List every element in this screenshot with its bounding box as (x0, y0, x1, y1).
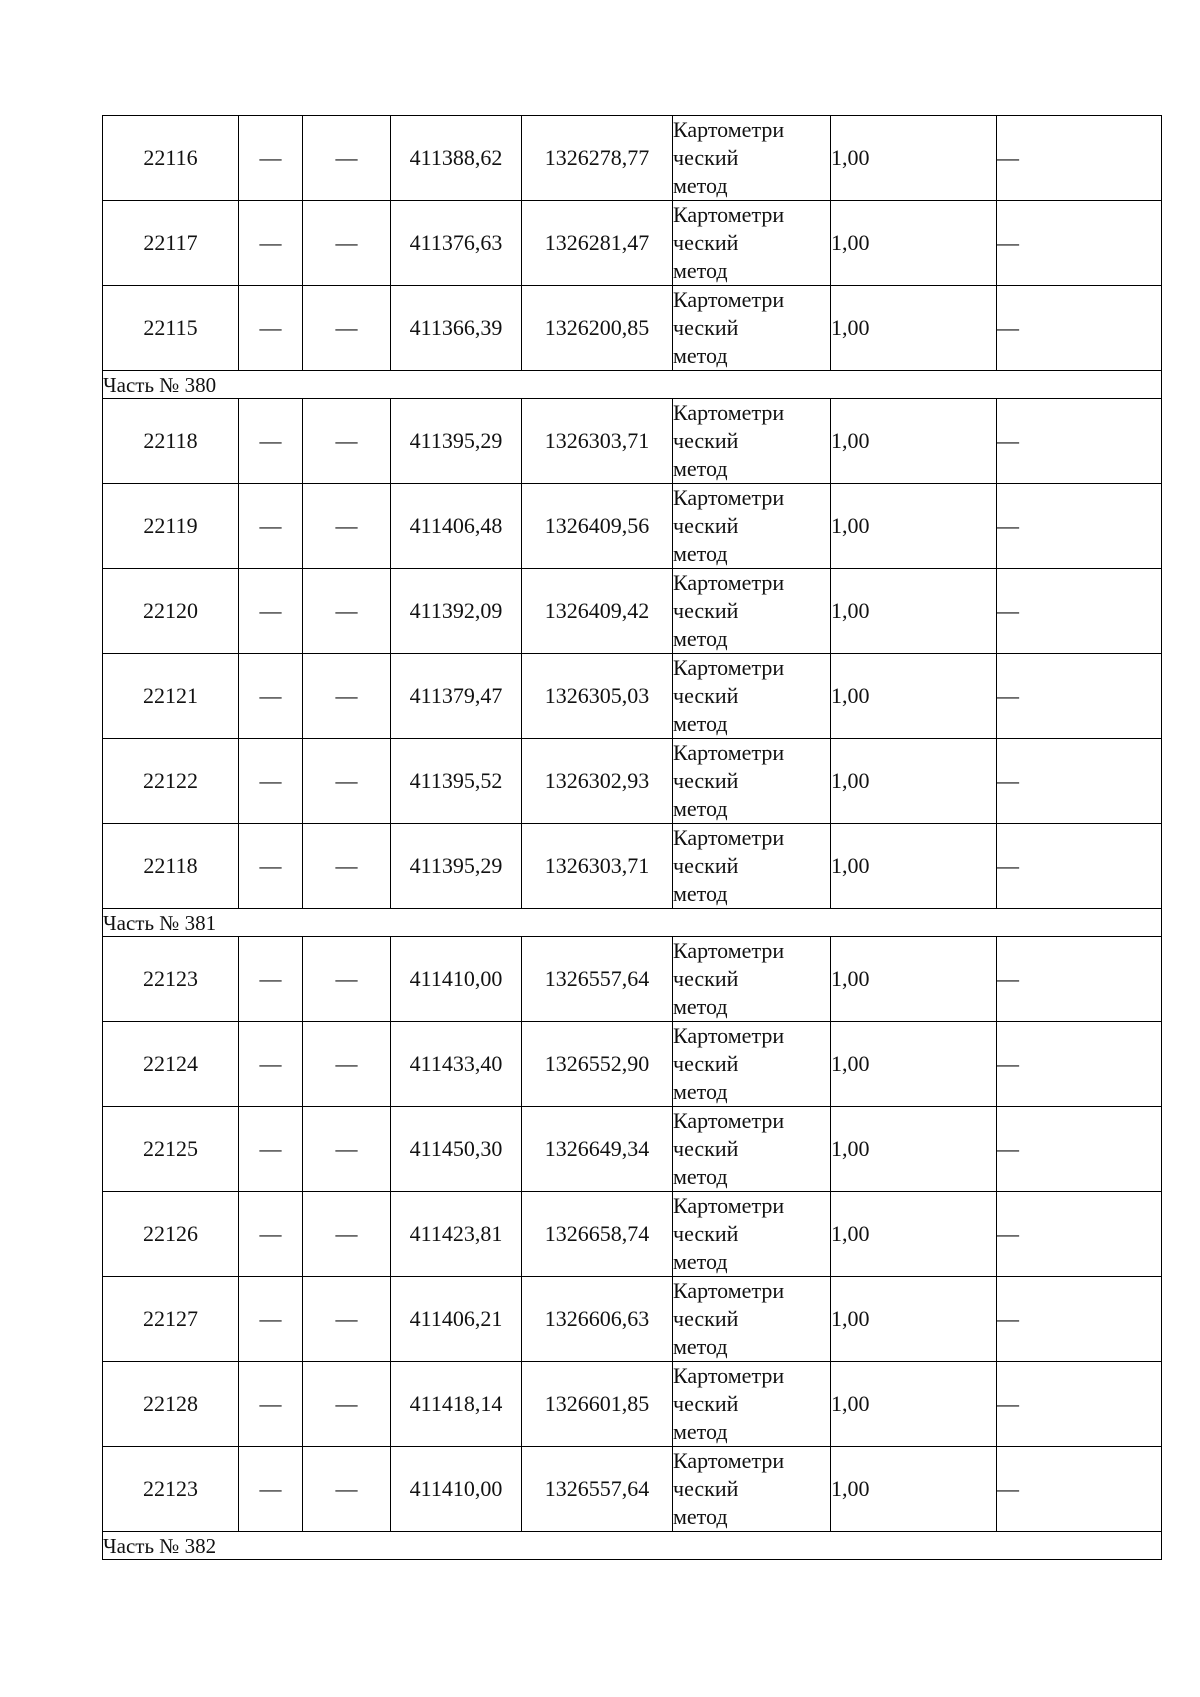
empty-value-cell: — (239, 1362, 303, 1447)
y-coordinate-cell: 1326557,64 (522, 937, 673, 1022)
table-row (103, 201, 1162, 286)
method-line: ческий (673, 1306, 739, 1331)
part-label: Часть № 381 (103, 909, 1162, 937)
method-line: метод (673, 1419, 728, 1444)
accuracy-cell: 1,00 (831, 116, 997, 201)
empty-value-cell: — (303, 201, 391, 286)
empty-value-cell: — (303, 569, 391, 654)
empty-value-cell: — (239, 286, 303, 371)
accuracy-cell: 1,00 (831, 1107, 997, 1192)
table-body (103, 116, 1162, 1560)
method-line: Картометри (673, 825, 785, 850)
empty-value-cell: — (239, 937, 303, 1022)
method-line: метод (673, 343, 728, 368)
empty-value-cell: — (303, 824, 391, 909)
point-number-cell: 22123 (103, 937, 239, 1022)
y-coordinate-cell: 1326649,34 (522, 1107, 673, 1192)
accuracy-cell: 1,00 (831, 1362, 997, 1447)
empty-value-cell: — (303, 286, 391, 371)
method-cell (673, 201, 831, 286)
empty-value-cell: — (239, 569, 303, 654)
point-number-cell: 22117 (103, 201, 239, 286)
empty-value-cell: — (997, 201, 1162, 286)
method-line: метод (673, 796, 728, 821)
method-line: метод (673, 1249, 728, 1274)
part-label: Часть № 382 (103, 1532, 1162, 1560)
empty-value-cell: — (997, 569, 1162, 654)
y-coordinate-cell: 1326303,71 (522, 399, 673, 484)
y-coordinate-cell: 1326303,71 (522, 824, 673, 909)
x-coordinate-cell: 411406,21 (391, 1277, 522, 1362)
empty-value-cell: — (997, 1362, 1162, 1447)
method-line: Картометри (673, 202, 785, 227)
accuracy-cell: 1,00 (831, 937, 997, 1022)
point-number-cell: 22127 (103, 1277, 239, 1362)
x-coordinate-cell: 411379,47 (391, 654, 522, 739)
method-line: ческий (673, 230, 739, 255)
table-row (103, 1362, 1162, 1447)
point-number-cell: 22120 (103, 569, 239, 654)
y-coordinate-cell: 1326552,90 (522, 1022, 673, 1107)
method-cell (673, 824, 831, 909)
empty-value-cell: — (239, 484, 303, 569)
table-row (103, 1447, 1162, 1532)
point-number-cell: 22116 (103, 116, 239, 201)
method-line: метод (673, 173, 728, 198)
empty-value-cell: — (303, 1362, 391, 1447)
accuracy-cell: 1,00 (831, 739, 997, 824)
method-line: метод (673, 711, 728, 736)
method-line: ческий (673, 683, 739, 708)
method-line: ческий (673, 1051, 739, 1076)
table-row (103, 1192, 1162, 1277)
empty-value-cell: — (303, 1192, 391, 1277)
method-line: метод (673, 1504, 728, 1529)
empty-value-cell: — (303, 484, 391, 569)
accuracy-cell: 1,00 (831, 399, 997, 484)
table-row (103, 286, 1162, 371)
method-line: метод (673, 881, 728, 906)
empty-value-cell: — (303, 116, 391, 201)
method-cell (673, 484, 831, 569)
accuracy-cell: 1,00 (831, 1447, 997, 1532)
empty-value-cell: — (303, 937, 391, 1022)
empty-value-cell: — (997, 1022, 1162, 1107)
method-line: ческий (673, 1221, 739, 1246)
empty-value-cell: — (303, 654, 391, 739)
accuracy-cell: 1,00 (831, 1192, 997, 1277)
accuracy-cell: 1,00 (831, 201, 997, 286)
part-header-row (103, 371, 1162, 399)
accuracy-cell: 1,00 (831, 1277, 997, 1362)
method-line: Картометри (673, 740, 785, 765)
method-line: Картометри (673, 1023, 785, 1048)
accuracy-cell: 1,00 (831, 286, 997, 371)
method-line: метод (673, 1334, 728, 1359)
method-line: Картометри (673, 117, 785, 142)
method-line: Картометри (673, 1193, 785, 1218)
empty-value-cell: — (239, 1022, 303, 1107)
method-line: ческий (673, 966, 739, 991)
y-coordinate-cell: 1326409,56 (522, 484, 673, 569)
x-coordinate-cell: 411395,29 (391, 824, 522, 909)
accuracy-cell: 1,00 (831, 824, 997, 909)
empty-value-cell: — (997, 654, 1162, 739)
method-cell (673, 286, 831, 371)
method-line: ческий (673, 598, 739, 623)
empty-value-cell: — (239, 1447, 303, 1532)
table-row (103, 399, 1162, 484)
accuracy-cell: 1,00 (831, 654, 997, 739)
method-line: метод (673, 541, 728, 566)
y-coordinate-cell: 1326305,03 (522, 654, 673, 739)
y-coordinate-cell: 1326606,63 (522, 1277, 673, 1362)
empty-value-cell: — (997, 1107, 1162, 1192)
method-line: Картометри (673, 655, 785, 680)
method-line: Картометри (673, 400, 785, 425)
point-number-cell: 22118 (103, 824, 239, 909)
method-line: метод (673, 1079, 728, 1104)
point-number-cell: 22115 (103, 286, 239, 371)
empty-value-cell: — (997, 286, 1162, 371)
method-line: Картометри (673, 570, 785, 595)
accuracy-cell: 1,00 (831, 569, 997, 654)
empty-value-cell: — (303, 1277, 391, 1362)
table-row (103, 1277, 1162, 1362)
method-line: ческий (673, 768, 739, 793)
accuracy-cell: 1,00 (831, 1022, 997, 1107)
y-coordinate-cell: 1326278,77 (522, 116, 673, 201)
method-cell (673, 937, 831, 1022)
empty-value-cell: — (239, 824, 303, 909)
x-coordinate-cell: 411450,30 (391, 1107, 522, 1192)
method-line: Картометри (673, 287, 785, 312)
table-row (103, 654, 1162, 739)
empty-value-cell: — (303, 1022, 391, 1107)
method-line: метод (673, 994, 728, 1019)
method-cell (673, 1277, 831, 1362)
empty-value-cell: — (997, 1277, 1162, 1362)
x-coordinate-cell: 411395,29 (391, 399, 522, 484)
empty-value-cell: — (239, 201, 303, 286)
point-number-cell: 22126 (103, 1192, 239, 1277)
method-line: Картометри (673, 1108, 785, 1133)
empty-value-cell: — (239, 1277, 303, 1362)
empty-value-cell: — (997, 824, 1162, 909)
method-line: метод (673, 1164, 728, 1189)
table-row (103, 116, 1162, 201)
method-line: Картометри (673, 485, 785, 510)
method-cell (673, 116, 831, 201)
empty-value-cell: — (997, 116, 1162, 201)
point-number-cell: 22119 (103, 484, 239, 569)
x-coordinate-cell: 411388,62 (391, 116, 522, 201)
x-coordinate-cell: 411418,14 (391, 1362, 522, 1447)
point-number-cell: 22128 (103, 1362, 239, 1447)
empty-value-cell: — (997, 1192, 1162, 1277)
empty-value-cell: — (303, 1447, 391, 1532)
x-coordinate-cell: 411423,81 (391, 1192, 522, 1277)
empty-value-cell: — (997, 739, 1162, 824)
y-coordinate-cell: 1326200,85 (522, 286, 673, 371)
method-cell (673, 654, 831, 739)
point-number-cell: 22124 (103, 1022, 239, 1107)
x-coordinate-cell: 411376,63 (391, 201, 522, 286)
method-cell (673, 1192, 831, 1277)
y-coordinate-cell: 1326557,64 (522, 1447, 673, 1532)
empty-value-cell: — (997, 1447, 1162, 1532)
method-line: ческий (673, 853, 739, 878)
method-line: ческий (673, 428, 739, 453)
part-header-row (103, 1532, 1162, 1560)
method-line: метод (673, 258, 728, 283)
x-coordinate-cell: 411410,00 (391, 937, 522, 1022)
empty-value-cell: — (303, 399, 391, 484)
y-coordinate-cell: 1326302,93 (522, 739, 673, 824)
method-cell (673, 739, 831, 824)
empty-value-cell: — (303, 739, 391, 824)
point-number-cell: 22121 (103, 654, 239, 739)
method-cell (673, 1362, 831, 1447)
method-cell (673, 569, 831, 654)
x-coordinate-cell: 411395,52 (391, 739, 522, 824)
method-cell (673, 1107, 831, 1192)
table-row (103, 739, 1162, 824)
x-coordinate-cell: 411366,39 (391, 286, 522, 371)
method-line: ческий (673, 1476, 739, 1501)
empty-value-cell: — (239, 399, 303, 484)
coordinates-table (102, 115, 1162, 1560)
empty-value-cell: — (239, 1192, 303, 1277)
empty-value-cell: — (997, 937, 1162, 1022)
part-header-row (103, 909, 1162, 937)
empty-value-cell: — (239, 654, 303, 739)
point-number-cell: 22118 (103, 399, 239, 484)
x-coordinate-cell: 411406,48 (391, 484, 522, 569)
method-cell (673, 1447, 831, 1532)
y-coordinate-cell: 1326601,85 (522, 1362, 673, 1447)
y-coordinate-cell: 1326658,74 (522, 1192, 673, 1277)
empty-value-cell: — (997, 484, 1162, 569)
accuracy-cell: 1,00 (831, 484, 997, 569)
empty-value-cell: — (303, 1107, 391, 1192)
x-coordinate-cell: 411410,00 (391, 1447, 522, 1532)
method-line: Картометри (673, 1363, 785, 1388)
y-coordinate-cell: 1326281,47 (522, 201, 673, 286)
empty-value-cell: — (239, 739, 303, 824)
method-line: Картометри (673, 1448, 785, 1473)
empty-value-cell: — (239, 116, 303, 201)
empty-value-cell: — (239, 1107, 303, 1192)
x-coordinate-cell: 411392,09 (391, 569, 522, 654)
method-line: ческий (673, 315, 739, 340)
method-line: метод (673, 456, 728, 481)
point-number-cell: 22123 (103, 1447, 239, 1532)
empty-value-cell: — (997, 399, 1162, 484)
method-cell (673, 399, 831, 484)
method-line: метод (673, 626, 728, 651)
method-line: ческий (673, 145, 739, 170)
point-number-cell: 22125 (103, 1107, 239, 1192)
method-line: Картометри (673, 1278, 785, 1303)
part-label: Часть № 380 (103, 371, 1162, 399)
table-row (103, 1107, 1162, 1192)
table-row (103, 937, 1162, 1022)
method-line: ческий (673, 1136, 739, 1161)
method-cell (673, 1022, 831, 1107)
table-row (103, 484, 1162, 569)
method-line: ческий (673, 1391, 739, 1416)
y-coordinate-cell: 1326409,42 (522, 569, 673, 654)
method-line: ческий (673, 513, 739, 538)
x-coordinate-cell: 411433,40 (391, 1022, 522, 1107)
point-number-cell: 22122 (103, 739, 239, 824)
method-line: Картометри (673, 938, 785, 963)
table-row (103, 569, 1162, 654)
table-row (103, 1022, 1162, 1107)
table-row (103, 824, 1162, 909)
